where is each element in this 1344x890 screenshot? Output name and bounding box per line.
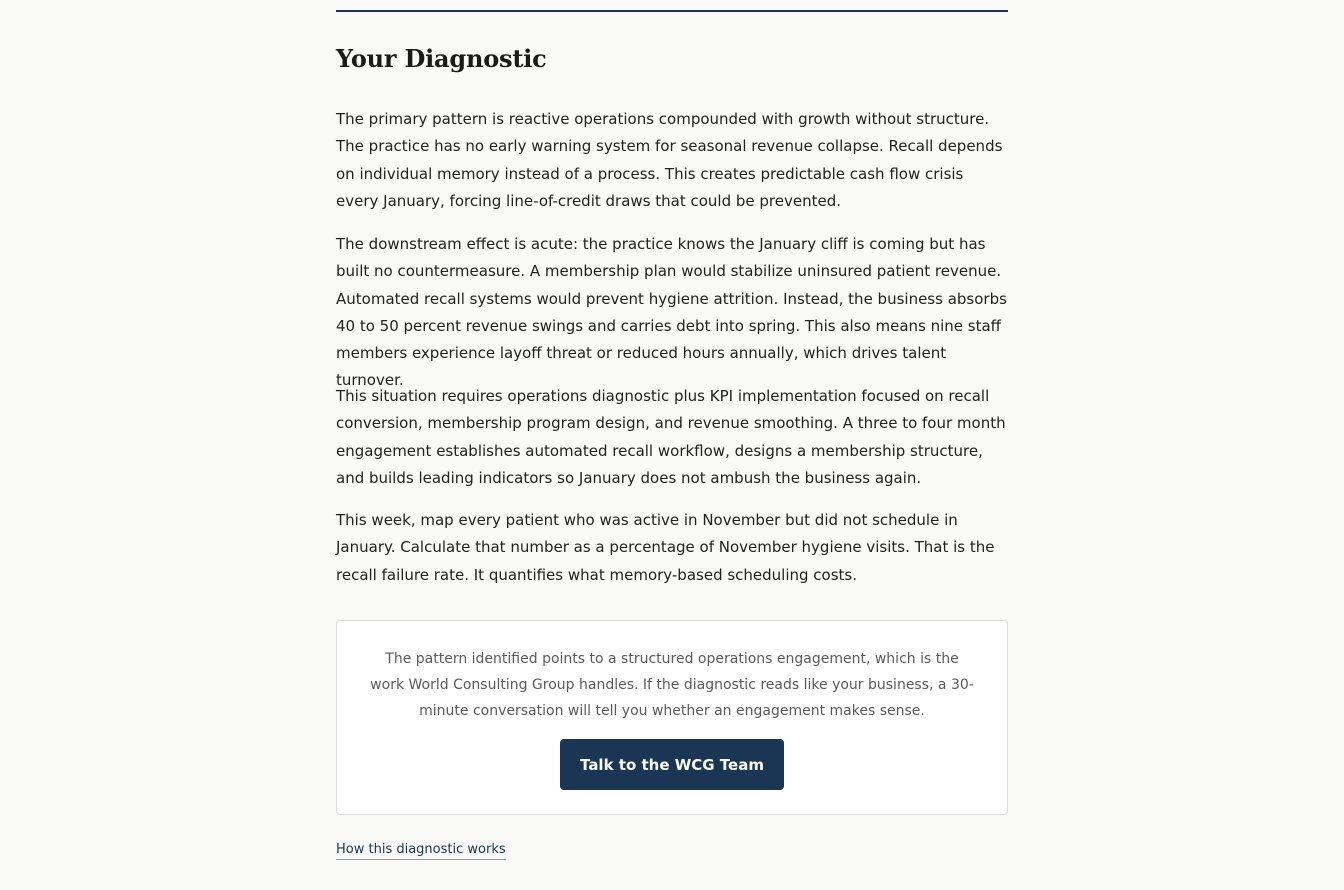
cta-card bbox=[336, 620, 1008, 815]
cta-description: The pattern identified points to a structured operations engagement, which is the work World Consulting Group handles. If the diagnostic reads like your business, a 30-minute conversation will tell you whether an engagement makes sense. bbox=[370, 651, 974, 719]
page-title: Your Diagnostic bbox=[336, 44, 547, 73]
diagnostic-paragraph-3: This situation requires operations diagnostic plus KPI implementation focused on recall conversion, membership program design, and revenue smoothing. A three to four month engagement establishes automated recall workflow, designs a membership structure, and builds leading indicators so January does not ambush the business again. bbox=[336, 387, 1006, 487]
how-diagnostic-works-link[interactable]: How this diagnostic works bbox=[336, 841, 506, 860]
talk-to-team-button[interactable]: Talk to the WCG Team bbox=[560, 739, 784, 790]
diagnostic-paragraph-1: The primary pattern is reactive operations compounded with growth without structure. The practice has no early warning system for seasonal revenue collapse. Recall depends on individual memory instead of a process. This creates predictable cash flow crisis every January, forcing line-of-credit draws that could be prevented. bbox=[336, 110, 1003, 210]
diagnostic-paragraph-4: This week, map every patient who was active in November but did not schedule in January. Calculate that number as a percentage of November hygiene visits. That is the recall failure rate. It quantifies what memory-based scheduling costs. bbox=[336, 511, 995, 584]
top-divider bbox=[336, 10, 1008, 12]
diagnostic-paragraph-2: The downstream effect is acute: the practice knows the January cliff is coming but has built no countermeasure. A membership plan would stabilize uninsured patient revenue. Automated recall systems would prevent hygiene attrition. Instead, the business absorbs 40 to 50 percent revenue swings and carries debt into spring. This also means nine staff members experience layoff threat or reduced hours annually, which drives talent turnover. bbox=[336, 235, 1007, 390]
